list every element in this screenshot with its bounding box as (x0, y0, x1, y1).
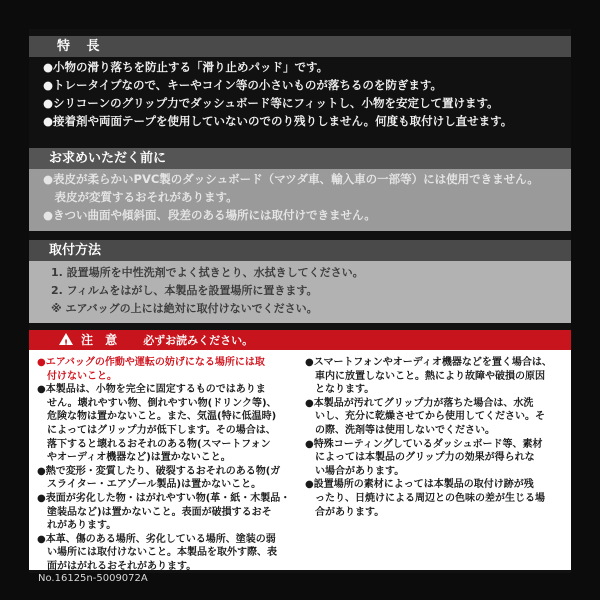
feature-item: ●接着剤や両面テープを使用していないのでのり残りしません。何度も取付けし直せます。 (43, 114, 513, 128)
install-heading: 取付方法 (29, 240, 571, 261)
caution-body (29, 350, 571, 570)
before-purchase-item: ●きつい曲面や傾斜面、段差のある場所には取付けできません。 (43, 208, 376, 222)
caution-line: 面がはがれるおそれがあります。 (37, 560, 197, 572)
caution-title: 注 意 (81, 333, 122, 347)
caution-subtitle: 必ずお読みください。 (143, 334, 254, 347)
before-purchase-item: 表皮が変質するおそれがあります。 (43, 190, 238, 204)
feature-item: ●トレータイプなので、キーやコイン等の小さいものが落ちるのを防ぎます。 (43, 78, 442, 92)
caution-line: となります。 (305, 384, 375, 396)
caution-line: ●表面が劣化した物・はがれやすい物(革・紙・木製品・ (37, 492, 291, 504)
caution-line: 危険な物は置かないこと。また、気温(特に低温時) (37, 411, 277, 423)
caution-line: ●熱で変形・変質したり、破裂するおそれのある物(ガ (37, 465, 281, 477)
caution-line: 合があります。 (305, 506, 385, 518)
caution-line: ●本革、傷のある場所、劣化している場所、塗装の弱 (37, 533, 276, 545)
install-steps (29, 264, 571, 318)
feature-item: ●シリコーンのグリップ力でダッシュボード等にフィットし、小物を安定して置けます。 (43, 96, 499, 110)
caution-header (29, 330, 571, 350)
caution-line: やオーディオ機器など)は置かないこと。 (37, 452, 231, 464)
caution-line: ●エアバッグの作動や運転の妨げになる場所には取 (37, 357, 265, 368)
caution-line: 車内に放置しないこと。熱により故障や破損の原因 (305, 370, 545, 382)
caution-line: スライター・エアゾール製品)は置かないこと。 (37, 479, 262, 491)
caution-right-column (305, 356, 552, 519)
feature-item: ●小物の滑り落ちを防止する「滑り止めパッド」です。 (43, 60, 329, 74)
install-step: ※ エアバッグの上には絶対に取付けないでください。 (51, 302, 318, 315)
features-heading: 特 長 (29, 36, 571, 57)
caution-line: ●特殊コーティングしているダッシュボード等、素材 (305, 438, 543, 450)
install-step: 1. 設置場所を中性洗剤でよく拭きとり、水拭きしてください。 (51, 266, 364, 279)
caution-line: によってはグリップ力が低下します。その場合は、 (37, 424, 276, 436)
caution-left-column (37, 356, 290, 574)
caution-line: の際、洗剤等は使用しないでください。 (305, 424, 495, 436)
caution-line: 付けないこと。 (37, 370, 117, 382)
warning-icon (59, 333, 73, 345)
caution-line: ●スマートフォンやオーディオ機器などを置く場合は、 (305, 357, 552, 368)
before-purchase-item: ●表皮が柔らかいPVC製のダッシュボード（マツダ車、輸入車の一部等）には使用できません。 (43, 172, 539, 186)
product-number: No.16125n-5009072A (38, 573, 148, 584)
features-list (29, 58, 571, 130)
caution-line: いし、充分に乾燥させてから使用してください。そ (305, 411, 545, 423)
caution-line: ●本製品が汚れてグリップ力が落ちた場合は、水洗 (305, 397, 534, 409)
caution-line: ●本製品は、小物を完全に固定するものではありま (37, 384, 266, 396)
caution-line: い場合があります。 (305, 465, 405, 477)
caution-line: ●設置場所の素材によっては本製品の取付け跡が残 (305, 479, 534, 491)
caution-line: 落下すると壊れるおそれのある物(スマートフォン (37, 438, 271, 450)
before-purchase-list (29, 170, 571, 224)
caution-line: れがあります。 (37, 520, 117, 532)
caution-line: 塗装品など)は置かないこと。表面が破損するおそ (37, 506, 272, 518)
before-purchase-heading: お求めいただく前に (29, 148, 571, 169)
caution-line: い場所には取付けないこと。本製品を取外す際、表 (37, 547, 277, 559)
install-step: 2. フィルムをはがし、本製品を設置場所に置きます。 (51, 284, 318, 297)
caution-line: せん。壊れやすい物、倒れやすい物(ドリンク等)、 (37, 397, 277, 409)
caution-line: ったり、日焼けによる周辺との色味の差が生じる場 (305, 492, 545, 504)
caution-line: によっては本製品のグリップ力の効果が得られな (305, 452, 535, 464)
